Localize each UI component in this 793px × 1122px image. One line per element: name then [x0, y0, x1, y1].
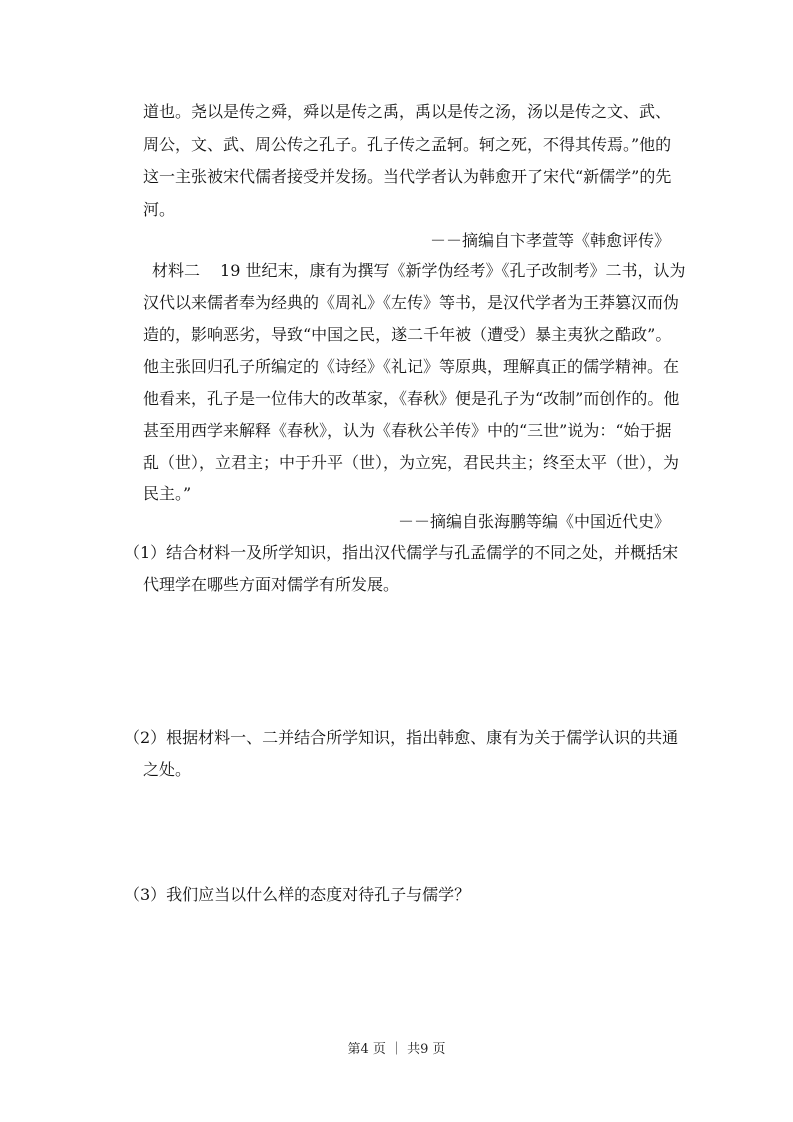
- text-line: 造的，影响恶劣，导致“中国之民，遂二千年被（遭受）暴主夷狄之酷政”。: [143, 325, 672, 344]
- text-line: 汉代以来儒者奉为经典的《周礼》《左传》等书，是汉代学者为王莽篡汉而伪: [143, 293, 680, 312]
- material-two-first-line: [152, 261, 685, 281]
- source-citation: －－摘编自卞孝萱等《韩愈评传》: [429, 231, 670, 250]
- text-line: 他主张回归孔子所编定的《诗经》《礼记》等原典，理解真正的儒学精神。在: [143, 357, 680, 376]
- page-footer: 第4 页 ｜ 共9 页: [347, 1042, 446, 1057]
- text-line: 周公，文、武、周公传之孔子。孔子传之孟轲。轲之死，不得其传焉。”他的: [143, 135, 672, 154]
- question-text: （3）我们应当以什么样的态度对待孔子与儒学？: [124, 885, 471, 904]
- text-line: 河。: [143, 200, 176, 219]
- question-text: （1）结合材料一及所学知识，指出汉代儒学与孔孟儒学的不同之处，并概括宋: [124, 543, 679, 562]
- text-line: 民主。”: [143, 484, 192, 503]
- text-line: 道也。尧以是传之舜，舜以是传之禹，禹以是传之汤，汤以是传之文、武、: [143, 102, 672, 121]
- material-label: 材料二: [152, 261, 201, 280]
- question-text: （2）根据材料一、二并结合所学知识，指出韩愈、康有为关于儒学认识的共通: [124, 728, 679, 747]
- source-citation: －－摘编自张海鹏等编《中国近代史》: [397, 512, 670, 531]
- text-line: 他看来，孔子是一位伟大的改革家，《春秋》便是孔子为“改制”而创作的。他: [143, 389, 680, 408]
- text-line: 乱（世），立君主；中于升平（世），为立宪，君民共主；终至太平（世），为: [143, 453, 680, 472]
- text-line: 19 世纪末，康有为撰写《新学伪经考》《孔子改制考》二书，认为: [220, 261, 686, 280]
- text-line: 甚至用西学来解释《春秋》，认为《春秋公羊传》中的“三世”说为：“始于据: [143, 421, 672, 440]
- question-text: 代理学在哪些方面对儒学有所发展。: [143, 575, 400, 594]
- question-text: 之处。: [143, 760, 192, 779]
- text-line: 这一主张被宋代儒者接受并发扬。当代学者认为韩愈开了宋代“新儒学”的先: [143, 167, 672, 186]
